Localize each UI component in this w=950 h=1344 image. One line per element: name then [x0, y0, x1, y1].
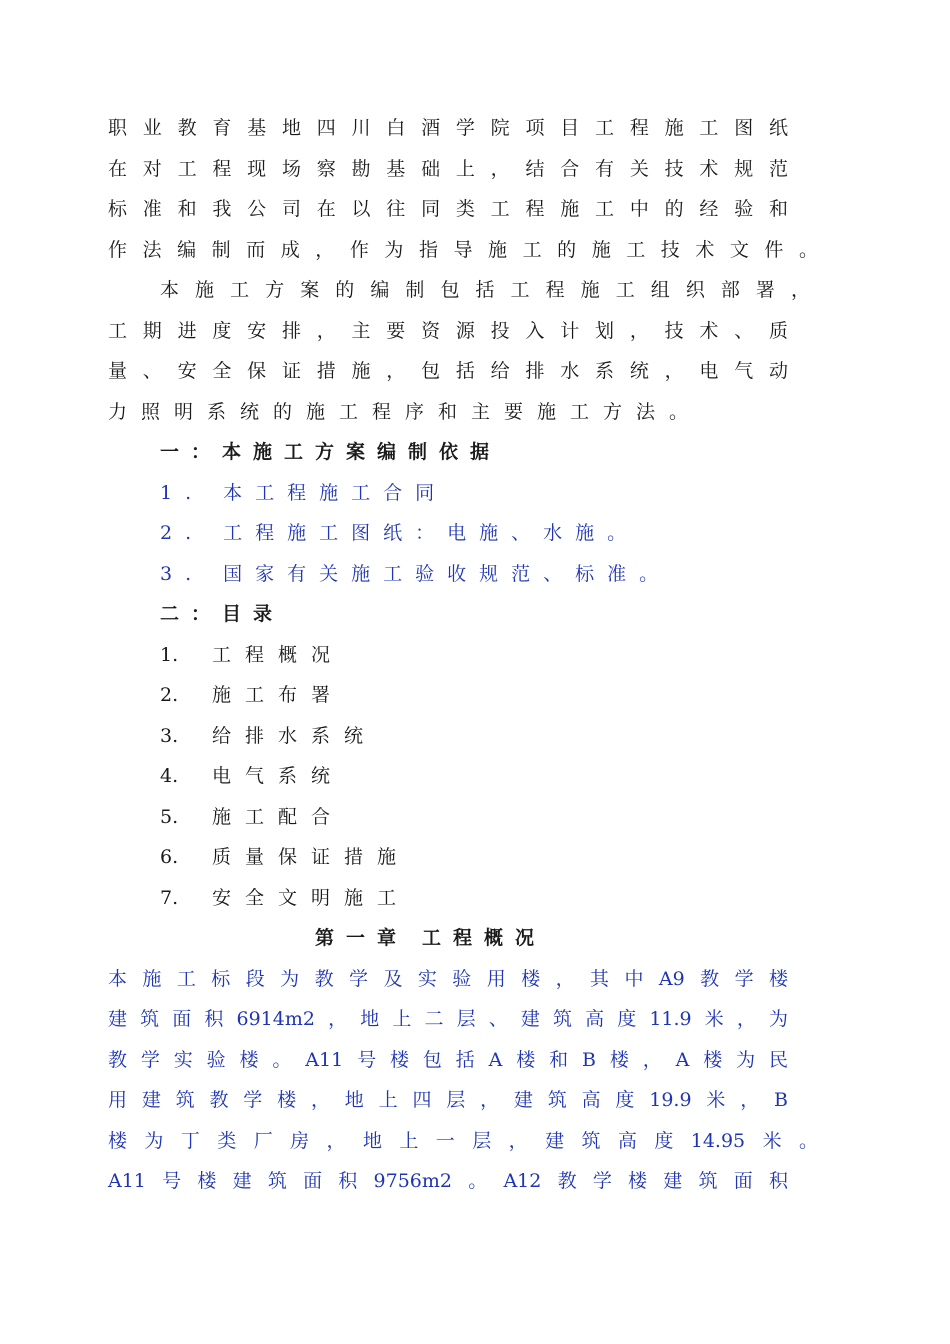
toc-item: [160, 683, 344, 707]
toc-item-number: 1.: [160, 644, 179, 666]
chapter-line-4: 用建筑教学楼，地上四层，建筑高度19.9米，B: [108, 1089, 788, 1111]
toc-item: [160, 643, 344, 667]
toc-item-text: 施工布署: [212, 684, 345, 706]
toc-item: [160, 724, 377, 748]
section-toc-heading: 二：目录: [160, 603, 285, 625]
chapter-number: 第一章: [315, 927, 409, 949]
toc-item: [160, 845, 410, 869]
toc-item-number: 6.: [160, 846, 179, 868]
section-basis-heading: 一：本施工方案编制依据: [160, 441, 502, 463]
intro-line-3: 标准和我公司在以往同类工程施工中的经验和: [108, 198, 788, 220]
chapter-line-3: 教学实验楼。A11号楼包括A楼和B楼，A楼为民: [108, 1049, 788, 1071]
chapter-line-6: A11号楼建筑面积9756m2。A12教学楼建筑面积: [108, 1170, 788, 1192]
toc-item-text: 给排水系统: [212, 725, 378, 747]
toc-item: [160, 764, 344, 788]
intro-line-2: 在对工程现场察勘基础上，结合有关技术规范: [108, 158, 788, 180]
scope-line-2: 工期进度安排，主要资源投入计划，技术、质: [108, 320, 788, 342]
chapter-line-5: 楼为丁类厂房，地上一层，建筑高度14.95米。: [108, 1130, 818, 1152]
toc-item-text: 安全文明施工: [212, 887, 411, 909]
scope-line-3: 量、安全保证措施，包括给排水系统，电气动: [108, 360, 788, 382]
toc-item-number: 2.: [160, 684, 179, 706]
basis-item-3: 3. 国家有关施工验收规范、标准。: [160, 563, 672, 585]
scope-line-1: 本施工方案的编制包括工程施工组织部署，: [160, 279, 810, 301]
toc-item-number: 4.: [160, 765, 179, 787]
intro-line-1: 职业教育基地四川白酒学院项目工程施工图纸: [108, 117, 788, 139]
chapter-line-2: 建筑面积6914m2，地上二层、建筑高度11.9米，为: [108, 1008, 788, 1030]
chapter-line-1: 本施工标段为教学及实验用楼，其中A9教学楼: [108, 968, 788, 990]
scope-line-4: 力照明系统的施工程序和主要施工方法。: [108, 401, 703, 423]
toc-item-number: 3.: [160, 725, 179, 747]
toc-item-number: 7.: [160, 887, 179, 909]
toc-item-text: 电气系统: [212, 765, 345, 787]
toc-item-text: 施工配合: [212, 806, 345, 828]
chapter-title: 工程概况: [422, 927, 547, 949]
basis-item-1: 1. 本工程施工合同: [160, 482, 448, 504]
chapter-heading: [315, 926, 546, 950]
toc-item: [160, 805, 344, 829]
toc-item-text: 质量保证措施: [212, 846, 411, 868]
basis-item-2: 2. 工程施工图纸：电施、水施。: [160, 522, 640, 544]
toc-item-number: 5.: [160, 806, 179, 828]
toc-item: [160, 886, 410, 910]
intro-line-4: 作法编制而成，作为指导施工的施工技术文件。: [108, 239, 818, 261]
toc-item-text: 工程概况: [212, 644, 345, 666]
